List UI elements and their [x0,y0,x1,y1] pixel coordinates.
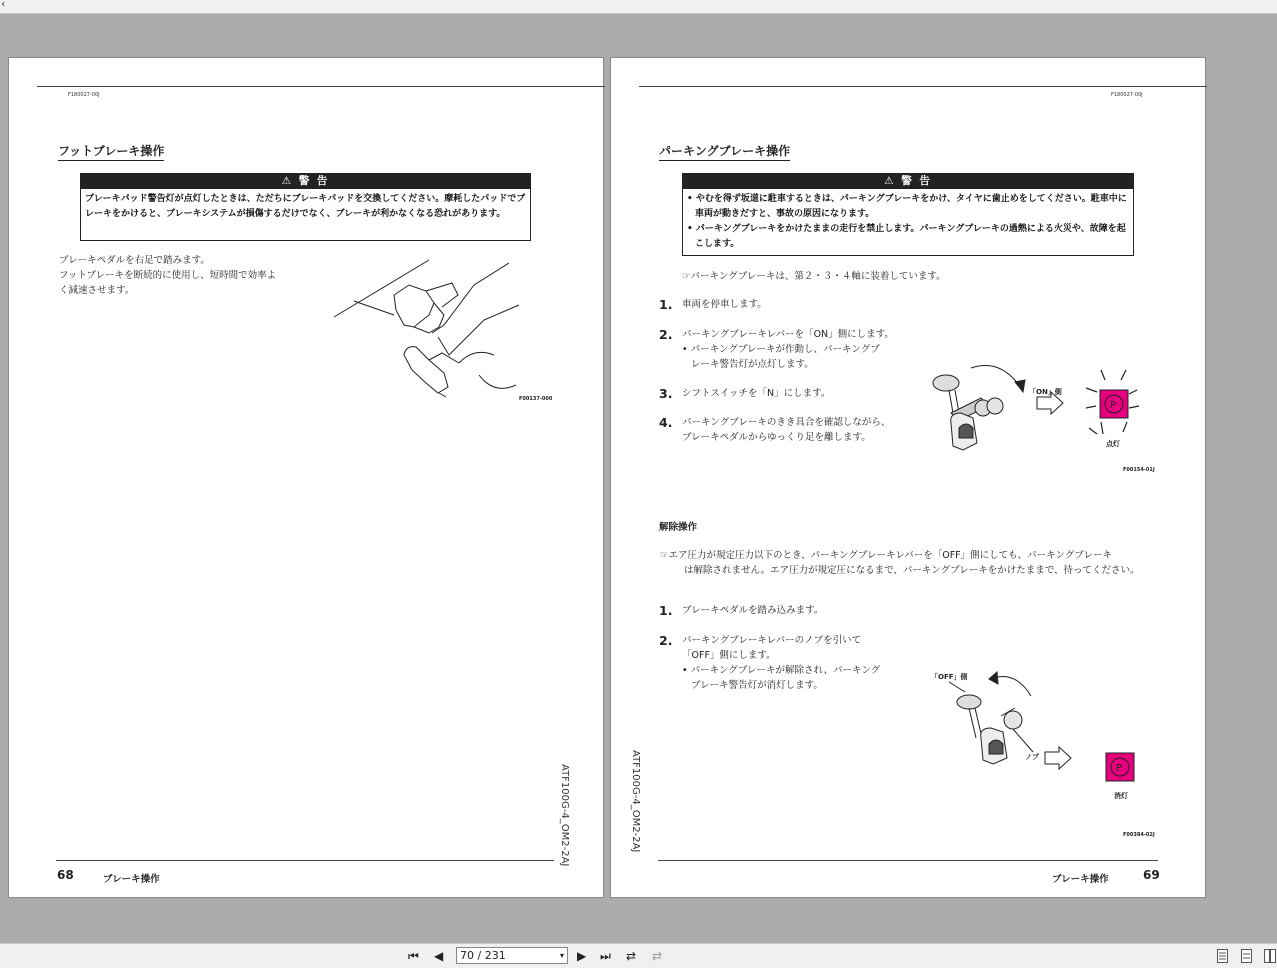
navigation-bar [0,943,1277,968]
doc-code: F180027-00J [1111,92,1143,98]
warning-box [682,173,1134,256]
right-page [610,57,1206,898]
foot-pedal-illustration [334,255,553,405]
body-text: ブレーキペダルを右足で踏みます。 フットブレーキを断続的に使用し、短時間で効率よ く減速させます。 [59,255,277,296]
pointing-hand-icon: ☞ [660,550,669,561]
next-page-icon[interactable]: ▶ [577,949,587,963]
warning-triangle-icon: ⚠ [281,175,294,187]
dropdown-arrow-icon: ▾ [559,951,564,960]
header-rule [639,86,1207,87]
footer-title: ブレーキ操作 [1052,874,1109,885]
knob-label: ノブ [1025,753,1039,761]
figure-code: F00384-02J [1123,832,1155,838]
step-text: ブレーキペダルを踏み込みます。 [682,605,824,616]
import-icon[interactable]: ⇄ [652,949,663,963]
header-rule [37,86,605,87]
export-icon[interactable]: ⇄ [626,949,637,963]
note-2: ☞エア圧力が規定圧力以下のとき、パーキングブレーキレバーを「OFF」側にしても、パーキングブレーキ は解除されません。エア圧力が規定圧になるまで、パーキングブレーキをかけたままで、待ってください。 [660,550,1140,576]
step-text: パーキングブレーキのきき具合を確認しながら、 ブレーキペダルからゆっくり足を離します。 [682,417,891,443]
two-page-view-icon[interactable] [1264,949,1275,963]
step-number: 1. [659,297,673,312]
page-number: 68 [57,868,74,882]
warning-text [683,189,1133,254]
footer-rule [56,860,554,861]
note-1: ☞パーキングブレーキは、第２・３・４軸に装着しています。 [682,271,946,282]
warning-item: • やむを得ず坂道に駐車するときは、パーキングブレーキをかけ、タイヤに歯止めをしてください。駐車中に車両が動きだすと、事故の原因になります。 [687,194,1127,219]
step-number: 2. [659,327,673,342]
parking-lever-off-illustration [931,666,1161,838]
pointing-hand-icon: ☞ [682,271,691,282]
continuous-view-icon[interactable] [1241,949,1252,963]
parking-lever-on-illustration [931,358,1161,478]
footer-title: ブレーキ操作 [103,874,160,885]
step-number: 3. [659,386,673,401]
page-selector[interactable]: 70 / 231 ▾ [456,947,568,964]
section-title: パーキングブレーキ操作 [659,142,790,161]
top-toolbar [0,0,1277,14]
step-text: パーキングブレーキレバーを「ON」側にします。 • パーキングブレーキが作動し、パーキングブ レーキ警告灯が点灯します。 [682,329,894,370]
footer-rule [658,860,1158,861]
back-icon[interactable]: ‹ [1,0,6,10]
warning-triangle-icon: ⚠ [884,175,896,187]
warning-text: ブレーキパッド警告灯が点灯したときは、ただちにブレーキパッドを交換してください。摩耗したパッドでブレーキをかけると、ブレーキシステムが損傷するだけでなく、ブレーキが利かなくなる恐れがあります。 [85,194,526,219]
doc-id-side-text: ATF100G-4_OM2-2AJ [630,750,641,853]
warning-box [80,173,531,241]
step-text: 車両を停車します。 [682,299,767,310]
section-title: フットブレーキ操作 [58,142,164,161]
doc-code: F180027-00J [68,92,100,98]
last-page-icon[interactable]: ⏭ [600,949,611,963]
step-number: 1. [659,603,673,618]
first-page-icon[interactable]: ⏮ [408,949,419,963]
single-page-view-icon[interactable] [1217,949,1228,963]
warning-heading: ⚠ 警 告 [81,174,530,189]
figure-code: F00137-000 [519,396,553,402]
on-side-label: 「ON」側 [1029,388,1062,396]
release-heading: 解除操作 [659,522,698,533]
step-number: 2. [659,633,673,648]
step-text: パーキングブレーキレバーのノブを引いて 「OFF」側にします。 • パーキングブレーキが解除され、パーキング ブレーキ警告灯が消灯します。 [682,635,881,691]
step-number: 4. [659,415,673,430]
warning-item: • パーキングブレーキをかけたままの走行を禁止します。パーキングブレーキの過熱による火災や、故障を起こします。 [687,224,1126,249]
lamp-off-label: 消灯 [1114,792,1128,800]
svg-text:P: P [1110,400,1117,411]
figure-code: F00154-01J [1123,467,1155,473]
left-page [8,57,604,898]
previous-page-icon[interactable]: ◀ [434,949,444,963]
off-side-label: 「OFF」側 [931,673,968,681]
svg-text:P: P [1116,763,1123,774]
lamp-on-label: 点灯 [1106,440,1120,448]
page-number: 69 [1143,868,1160,882]
doc-id-side-text: ATF100G-4_OM2-2AJ [559,764,570,867]
step-text: シフトスイッチを「N」にします。 [682,388,831,399]
warning-heading: ⚠ 警 告 [683,174,1133,189]
